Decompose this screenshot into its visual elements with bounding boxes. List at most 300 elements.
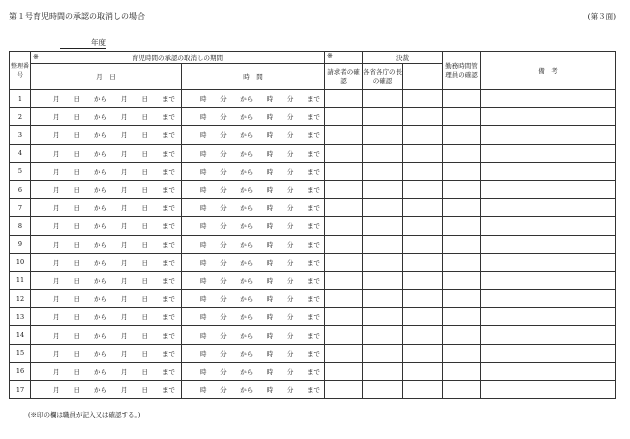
agency-head-confirm-cell[interactable] [363, 326, 403, 344]
time-word: 時 [266, 240, 274, 249]
date-word: まで [162, 149, 175, 158]
date-word: まで [162, 258, 175, 267]
table-row [10, 271, 616, 289]
date-word: から [94, 295, 107, 304]
time-word: 時 [200, 349, 207, 358]
attendance-manager-cell[interactable] [443, 253, 481, 271]
time-word: 分 [286, 276, 294, 285]
decision-blank-cell[interactable] [403, 144, 443, 162]
time-word: 分 [286, 313, 294, 322]
time-word: まで [306, 386, 320, 395]
date-word: 日 [73, 331, 80, 340]
page-label: (第３面) [587, 12, 616, 21]
date-word: 月 [121, 131, 128, 140]
time-word: 時 [200, 276, 207, 285]
remarks-cell[interactable] [481, 253, 616, 271]
attendance-manager-cell[interactable] [443, 308, 481, 326]
remarks-cell[interactable] [481, 344, 616, 362]
date-word: 月 [53, 386, 60, 395]
time-word: 時 [266, 167, 274, 176]
agency-head-confirm-cell[interactable] [363, 253, 403, 271]
remarks-cell[interactable] [481, 199, 616, 217]
time-word: 分 [286, 113, 294, 122]
agency-head-confirm-cell[interactable] [363, 126, 403, 144]
time-span-cell[interactable] [182, 90, 325, 108]
time-word: まで [306, 258, 320, 267]
time-word: まで [306, 276, 320, 285]
requester-confirm-cell[interactable] [325, 90, 363, 108]
time-word: まで [306, 331, 320, 340]
requester-confirm-cell[interactable] [325, 344, 363, 362]
date-word: 日 [73, 349, 80, 358]
date-span-cell[interactable] [31, 381, 182, 399]
attendance-manager-cell[interactable] [443, 199, 481, 217]
requester-confirm-cell[interactable] [325, 199, 363, 217]
footnote: (※印の欄は職員が記入又は確認する。) [28, 411, 141, 419]
time-word: まで [306, 167, 320, 176]
time-word: 分 [220, 258, 227, 267]
date-word: 日 [73, 113, 80, 122]
date-span-cell[interactable] [31, 199, 182, 217]
date-word: 日 [141, 167, 148, 176]
time-word: 時 [266, 222, 274, 231]
date-span-cell[interactable] [31, 253, 182, 271]
table-row [10, 235, 616, 253]
time-word: 分 [286, 258, 294, 267]
time-span-cell[interactable] [182, 344, 325, 362]
remarks-cell[interactable] [481, 144, 616, 162]
date-word: から [94, 331, 107, 340]
table-row [10, 362, 616, 380]
date-word: 月 [53, 204, 60, 213]
agency-head-confirm-cell[interactable] [363, 144, 403, 162]
attendance-manager-cell[interactable] [443, 180, 481, 198]
requester-confirm-cell[interactable] [325, 126, 363, 144]
date-word: まで [162, 222, 175, 231]
time-word: 分 [220, 204, 227, 213]
date-word: 月 [53, 113, 60, 122]
remarks-cell[interactable] [481, 290, 616, 308]
date-word: 日 [73, 313, 80, 322]
date-word: まで [162, 131, 175, 140]
date-word: 日 [73, 240, 80, 249]
date-word: 日 [141, 258, 148, 267]
date-span-cell[interactable] [31, 290, 182, 308]
time-word: 時 [200, 167, 207, 176]
date-word: まで [162, 204, 175, 213]
blank-header [403, 64, 443, 90]
time-word: 分 [220, 167, 227, 176]
date-word: 日 [141, 149, 148, 158]
attendance-manager-cell[interactable] [443, 290, 481, 308]
date-word: 日 [141, 95, 148, 104]
date-span-cell[interactable] [31, 108, 182, 126]
attendance-manager-cell[interactable] [443, 162, 481, 180]
date-word: から [94, 386, 107, 395]
date-word: 月 [121, 186, 128, 195]
date-word: 日 [141, 240, 148, 249]
agency-head-confirm-cell[interactable] [363, 290, 403, 308]
requester-confirm-cell[interactable] [325, 308, 363, 326]
time-word: まで [306, 204, 320, 213]
remarks-cell[interactable] [481, 217, 616, 235]
agency-head-confirm-cell[interactable] [363, 235, 403, 253]
remarks-cell[interactable] [481, 126, 616, 144]
remarks-cell[interactable] [481, 381, 616, 399]
row-number: 17 [10, 381, 31, 399]
attendance-manager-cell[interactable] [443, 344, 481, 362]
time-span-cell[interactable] [182, 326, 325, 344]
decision-blank-cell[interactable] [403, 308, 443, 326]
time-span-cell[interactable] [182, 180, 325, 198]
date-word: 日 [141, 313, 148, 322]
row-number: 4 [10, 144, 31, 162]
time-word: から [240, 204, 254, 213]
time-word: から [240, 313, 254, 322]
time-span-cell[interactable] [182, 381, 325, 399]
time-word: 時 [200, 204, 207, 213]
date-word: まで [162, 240, 175, 249]
time-word: 時 [200, 131, 207, 140]
date-word: 日 [141, 204, 148, 213]
table-row [10, 290, 616, 308]
table-row [10, 326, 616, 344]
date-word: まで [162, 276, 175, 285]
date-word: から [94, 167, 107, 176]
time-span-cell[interactable] [182, 162, 325, 180]
decision-blank-cell[interactable] [403, 344, 443, 362]
time-word: 時 [200, 222, 207, 231]
decision-blank-cell[interactable] [403, 180, 443, 198]
time-word: 分 [220, 349, 227, 358]
time-word: から [240, 349, 254, 358]
agency-head-confirm-cell[interactable] [363, 362, 403, 380]
time-word: 時 [266, 258, 274, 267]
attendance-manager-cell[interactable] [443, 326, 481, 344]
attendance-manager-header: 勤務時間管理員の確認 [443, 52, 481, 90]
date-word: まで [162, 331, 175, 340]
time-word: 時 [266, 186, 274, 195]
time-word: まで [306, 113, 320, 122]
time-word: 分 [286, 367, 294, 376]
date-word: 日 [73, 167, 80, 176]
date-span-cell[interactable] [31, 126, 182, 144]
date-word: 日 [73, 295, 80, 304]
time-word: 分 [286, 149, 294, 158]
time-word: 分 [286, 186, 294, 195]
time-word: まで [306, 95, 320, 104]
table-row [10, 90, 616, 108]
date-word: 月 [53, 131, 60, 140]
time-word: 時 [266, 95, 274, 104]
time-span-cell[interactable] [182, 108, 325, 126]
time-word: 分 [286, 386, 294, 395]
requester-confirm-cell[interactable] [325, 253, 363, 271]
remarks-cell[interactable] [481, 235, 616, 253]
agency-head-confirm-cell[interactable] [363, 90, 403, 108]
requester-confirm-cell[interactable] [325, 381, 363, 399]
decision-blank-cell[interactable] [403, 253, 443, 271]
date-span-cell[interactable] [31, 271, 182, 289]
decision-blank-cell[interactable] [403, 271, 443, 289]
date-span-cell[interactable] [31, 362, 182, 380]
decision-header: 決裁 [363, 52, 443, 64]
attendance-manager-cell[interactable] [443, 90, 481, 108]
date-word: 月 [121, 258, 128, 267]
attendance-manager-cell[interactable] [443, 362, 481, 380]
table-row [10, 344, 616, 362]
time-span-cell[interactable] [182, 126, 325, 144]
time-word: 時 [200, 367, 207, 376]
date-span-cell[interactable] [31, 344, 182, 362]
attendance-manager-cell[interactable] [443, 126, 481, 144]
date-word: 日 [141, 331, 148, 340]
agency-head-confirm-cell[interactable] [363, 199, 403, 217]
time-word: 分 [220, 240, 227, 249]
time-word: 時 [266, 313, 274, 322]
decision-blank-cell[interactable] [403, 381, 443, 399]
time-word: 時 [266, 113, 274, 122]
date-word: 月 [121, 149, 128, 158]
remarks-cell[interactable] [481, 108, 616, 126]
decision-blank-cell[interactable] [403, 90, 443, 108]
date-word: 月 [53, 349, 60, 358]
date-word: 日 [73, 222, 80, 231]
date-word: 月 [121, 113, 128, 122]
table-row [10, 381, 616, 399]
remarks-cell[interactable] [481, 271, 616, 289]
date-word: 日 [141, 367, 148, 376]
time-word: 分 [286, 331, 294, 340]
date-word: から [94, 113, 107, 122]
remarks-header: 備 考 [481, 52, 616, 90]
time-word: 分 [220, 95, 227, 104]
remarks-cell[interactable] [481, 90, 616, 108]
date-word: まで [162, 313, 175, 322]
time-word: 時 [200, 149, 207, 158]
remarks-cell[interactable] [481, 308, 616, 326]
time-span-cell[interactable] [182, 271, 325, 289]
date-word: 日 [141, 186, 148, 195]
requester-confirm-cell[interactable] [325, 144, 363, 162]
time-word: 分 [220, 131, 227, 140]
requester-mark: ※ [325, 52, 363, 64]
date-word: 日 [73, 95, 80, 104]
date-word: 日 [73, 276, 80, 285]
date-word: 月 [53, 258, 60, 267]
date-word: 月 [53, 331, 60, 340]
date-word: 日 [73, 149, 80, 158]
table-row [10, 180, 616, 198]
decision-blank-cell[interactable] [403, 162, 443, 180]
date-span-cell[interactable] [31, 308, 182, 326]
date-span-cell[interactable] [31, 217, 182, 235]
date-word: 月 [121, 240, 128, 249]
requester-confirm-cell[interactable] [325, 180, 363, 198]
requester-confirm-cell[interactable] [325, 162, 363, 180]
attendance-manager-cell[interactable] [443, 271, 481, 289]
time-word: 分 [286, 167, 294, 176]
time-word: 分 [220, 386, 227, 395]
remarks-cell[interactable] [481, 326, 616, 344]
agency-head-confirm-cell[interactable] [363, 381, 403, 399]
time-word: 分 [220, 222, 227, 231]
table-row [10, 199, 616, 217]
decision-blank-cell[interactable] [403, 199, 443, 217]
date-word: から [94, 349, 107, 358]
time-word: 分 [286, 240, 294, 249]
time-span-cell[interactable] [182, 253, 325, 271]
date-span-cell[interactable] [31, 90, 182, 108]
time-word: 分 [220, 276, 227, 285]
date-word: 日 [141, 349, 148, 358]
requester-confirm-cell[interactable] [325, 217, 363, 235]
agency-head-confirm-cell[interactable] [363, 217, 403, 235]
time-word: まで [306, 313, 320, 322]
date-word: 月 [53, 240, 60, 249]
time-word: 分 [220, 331, 227, 340]
date-span-cell[interactable] [31, 326, 182, 344]
date-word: 月 [53, 313, 60, 322]
agency-head-confirm-cell[interactable] [363, 271, 403, 289]
agency-head-confirm-cell[interactable] [363, 180, 403, 198]
time-span-cell[interactable] [182, 290, 325, 308]
time-span-cell[interactable] [182, 362, 325, 380]
time-word: まで [306, 222, 320, 231]
agency-head-confirm-cell[interactable] [363, 108, 403, 126]
date-word: まで [162, 386, 175, 395]
time-word: 分 [286, 131, 294, 140]
attendance-manager-cell[interactable] [443, 235, 481, 253]
time-word: 時 [200, 295, 207, 304]
date-word: 月 [53, 222, 60, 231]
requester-confirm-cell[interactable] [325, 290, 363, 308]
remarks-cell[interactable] [481, 362, 616, 380]
agency-head-confirm-cell[interactable] [363, 308, 403, 326]
decision-blank-cell[interactable] [403, 326, 443, 344]
date-word: 日 [73, 186, 80, 195]
decision-blank-cell[interactable] [403, 235, 443, 253]
time-word: から [240, 276, 254, 285]
time-word: から [240, 331, 254, 340]
date-word: まで [162, 367, 175, 376]
period-header: 育児時間の承認の取消しの期間 [132, 54, 223, 62]
decision-blank-cell[interactable] [403, 290, 443, 308]
time-span-cell[interactable] [182, 199, 325, 217]
time-span-cell[interactable] [182, 144, 325, 162]
time-word: から [240, 240, 254, 249]
time-word: 時 [200, 386, 207, 395]
date-word: 日 [73, 386, 80, 395]
time-word: 分 [286, 95, 294, 104]
time-word: 時 [200, 331, 207, 340]
number-header: 整理番号 [10, 52, 31, 90]
table-row [10, 308, 616, 326]
requester-confirm-cell[interactable] [325, 235, 363, 253]
date-word: から [94, 258, 107, 267]
decision-blank-cell[interactable] [403, 108, 443, 126]
date-word: 日 [141, 386, 148, 395]
form-title: 第１号育児時間の承認の取消しの場合 [9, 12, 145, 21]
time-word: から [240, 113, 254, 122]
date-word: 月 [121, 295, 128, 304]
remarks-cell[interactable] [481, 180, 616, 198]
time-word: 分 [220, 186, 227, 195]
date-word: 日 [141, 276, 148, 285]
date-word: 日 [73, 204, 80, 213]
row-number: 16 [10, 362, 31, 380]
agency-head-confirm-cell[interactable] [363, 162, 403, 180]
date-span-cell[interactable] [31, 180, 182, 198]
remarks-cell[interactable] [481, 162, 616, 180]
row-number: 3 [10, 126, 31, 144]
date-word: から [94, 313, 107, 322]
time-word: 時 [266, 295, 274, 304]
date-word: 日 [73, 367, 80, 376]
date-word: まで [162, 95, 175, 104]
time-span-cell[interactable] [182, 308, 325, 326]
attendance-manager-cell[interactable] [443, 108, 481, 126]
date-word: 月 [53, 276, 60, 285]
table-row [10, 108, 616, 126]
date-word: 月 [53, 295, 60, 304]
time-word: 時 [266, 331, 274, 340]
agency-head-confirm-cell[interactable] [363, 344, 403, 362]
cancellation-table [9, 51, 616, 399]
date-span-cell[interactable] [31, 144, 182, 162]
requester-confirm-cell[interactable] [325, 326, 363, 344]
table-row [10, 217, 616, 235]
date-word: から [94, 131, 107, 140]
row-number: 12 [10, 290, 31, 308]
time-word: 時 [266, 131, 274, 140]
attendance-manager-cell[interactable] [443, 217, 481, 235]
requester-confirm-cell[interactable] [325, 271, 363, 289]
time-word: 時 [266, 276, 274, 285]
requester-confirm-cell[interactable] [325, 108, 363, 126]
date-word: 月 [121, 276, 128, 285]
date-span-cell[interactable] [31, 235, 182, 253]
time-word: 分 [286, 295, 294, 304]
decision-blank-cell[interactable] [403, 126, 443, 144]
attendance-manager-cell[interactable] [443, 381, 481, 399]
time-header: 時 間 [182, 64, 325, 90]
row-number: 14 [10, 326, 31, 344]
time-word: 時 [200, 258, 207, 267]
date-span-cell[interactable] [31, 162, 182, 180]
time-word: 分 [220, 149, 227, 158]
table-row [10, 253, 616, 271]
decision-blank-cell[interactable] [403, 362, 443, 380]
date-word: から [94, 149, 107, 158]
date-header: 月 日 [31, 64, 182, 90]
date-word: から [94, 95, 107, 104]
date-word: 月 [121, 331, 128, 340]
time-span-cell[interactable] [182, 235, 325, 253]
attendance-manager-cell[interactable] [443, 144, 481, 162]
time-word: から [240, 95, 254, 104]
time-word: 時 [266, 204, 274, 213]
date-word: 月 [121, 386, 128, 395]
requester-confirm-cell[interactable] [325, 362, 363, 380]
time-word: まで [306, 131, 320, 140]
row-number: 10 [10, 253, 31, 271]
date-word: まで [162, 167, 175, 176]
date-word: から [94, 276, 107, 285]
decision-blank-cell[interactable] [403, 217, 443, 235]
time-word: から [240, 222, 254, 231]
time-span-cell[interactable] [182, 217, 325, 235]
